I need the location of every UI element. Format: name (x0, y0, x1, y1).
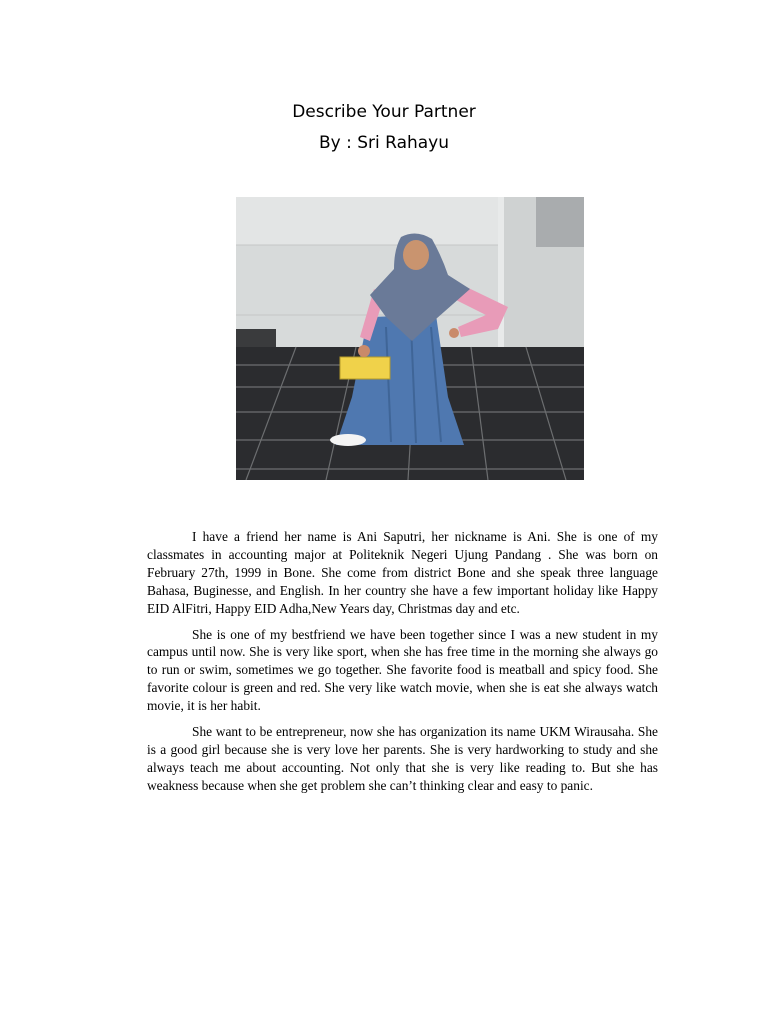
paragraph-2: She is one of my bestfriend we have been together since I was a new student in my campus until now. She is very like sport, when she has free time in the morning she always go to run or swim, sometimes we go together. She favorite food is meatball and spicy food. She favorite colour is green and red. She very like watch movie, when she is eat she always watch movie, it is her habit. (147, 626, 658, 714)
person-in-hijab-photo (236, 197, 584, 480)
essay-body (147, 528, 658, 803)
document-title: Describe Your Partner (292, 102, 476, 122)
author-line: By : Sri Rahayu (318, 133, 450, 153)
photo-illustration (236, 197, 584, 480)
paragraph-3: She want to be entrepreneur, now she has organization its name UKM Wirausaha. She is a good girl because she is very love her parents. She is very hardworking to study and she always teach me about accounting. Not only that she is very like reading to. But she has weakness because when she get problem she can’t thinking clear and easy to panic. (147, 724, 658, 793)
paragraph-1: I have a friend her name is Ani Saputri, her nickname is Ani. She is one of my classmates in accounting major at Politeknik Negeri Ujung Pandang . She was born on February 27th, 1999 in Bone. She come from district Bone and she speak three language Bahasa, Buginesse, and English. In her country she have a few important holiday like Happy EID AlFitri, Happy EID Adha,New Years day, Christmas day and etc. (147, 529, 658, 616)
